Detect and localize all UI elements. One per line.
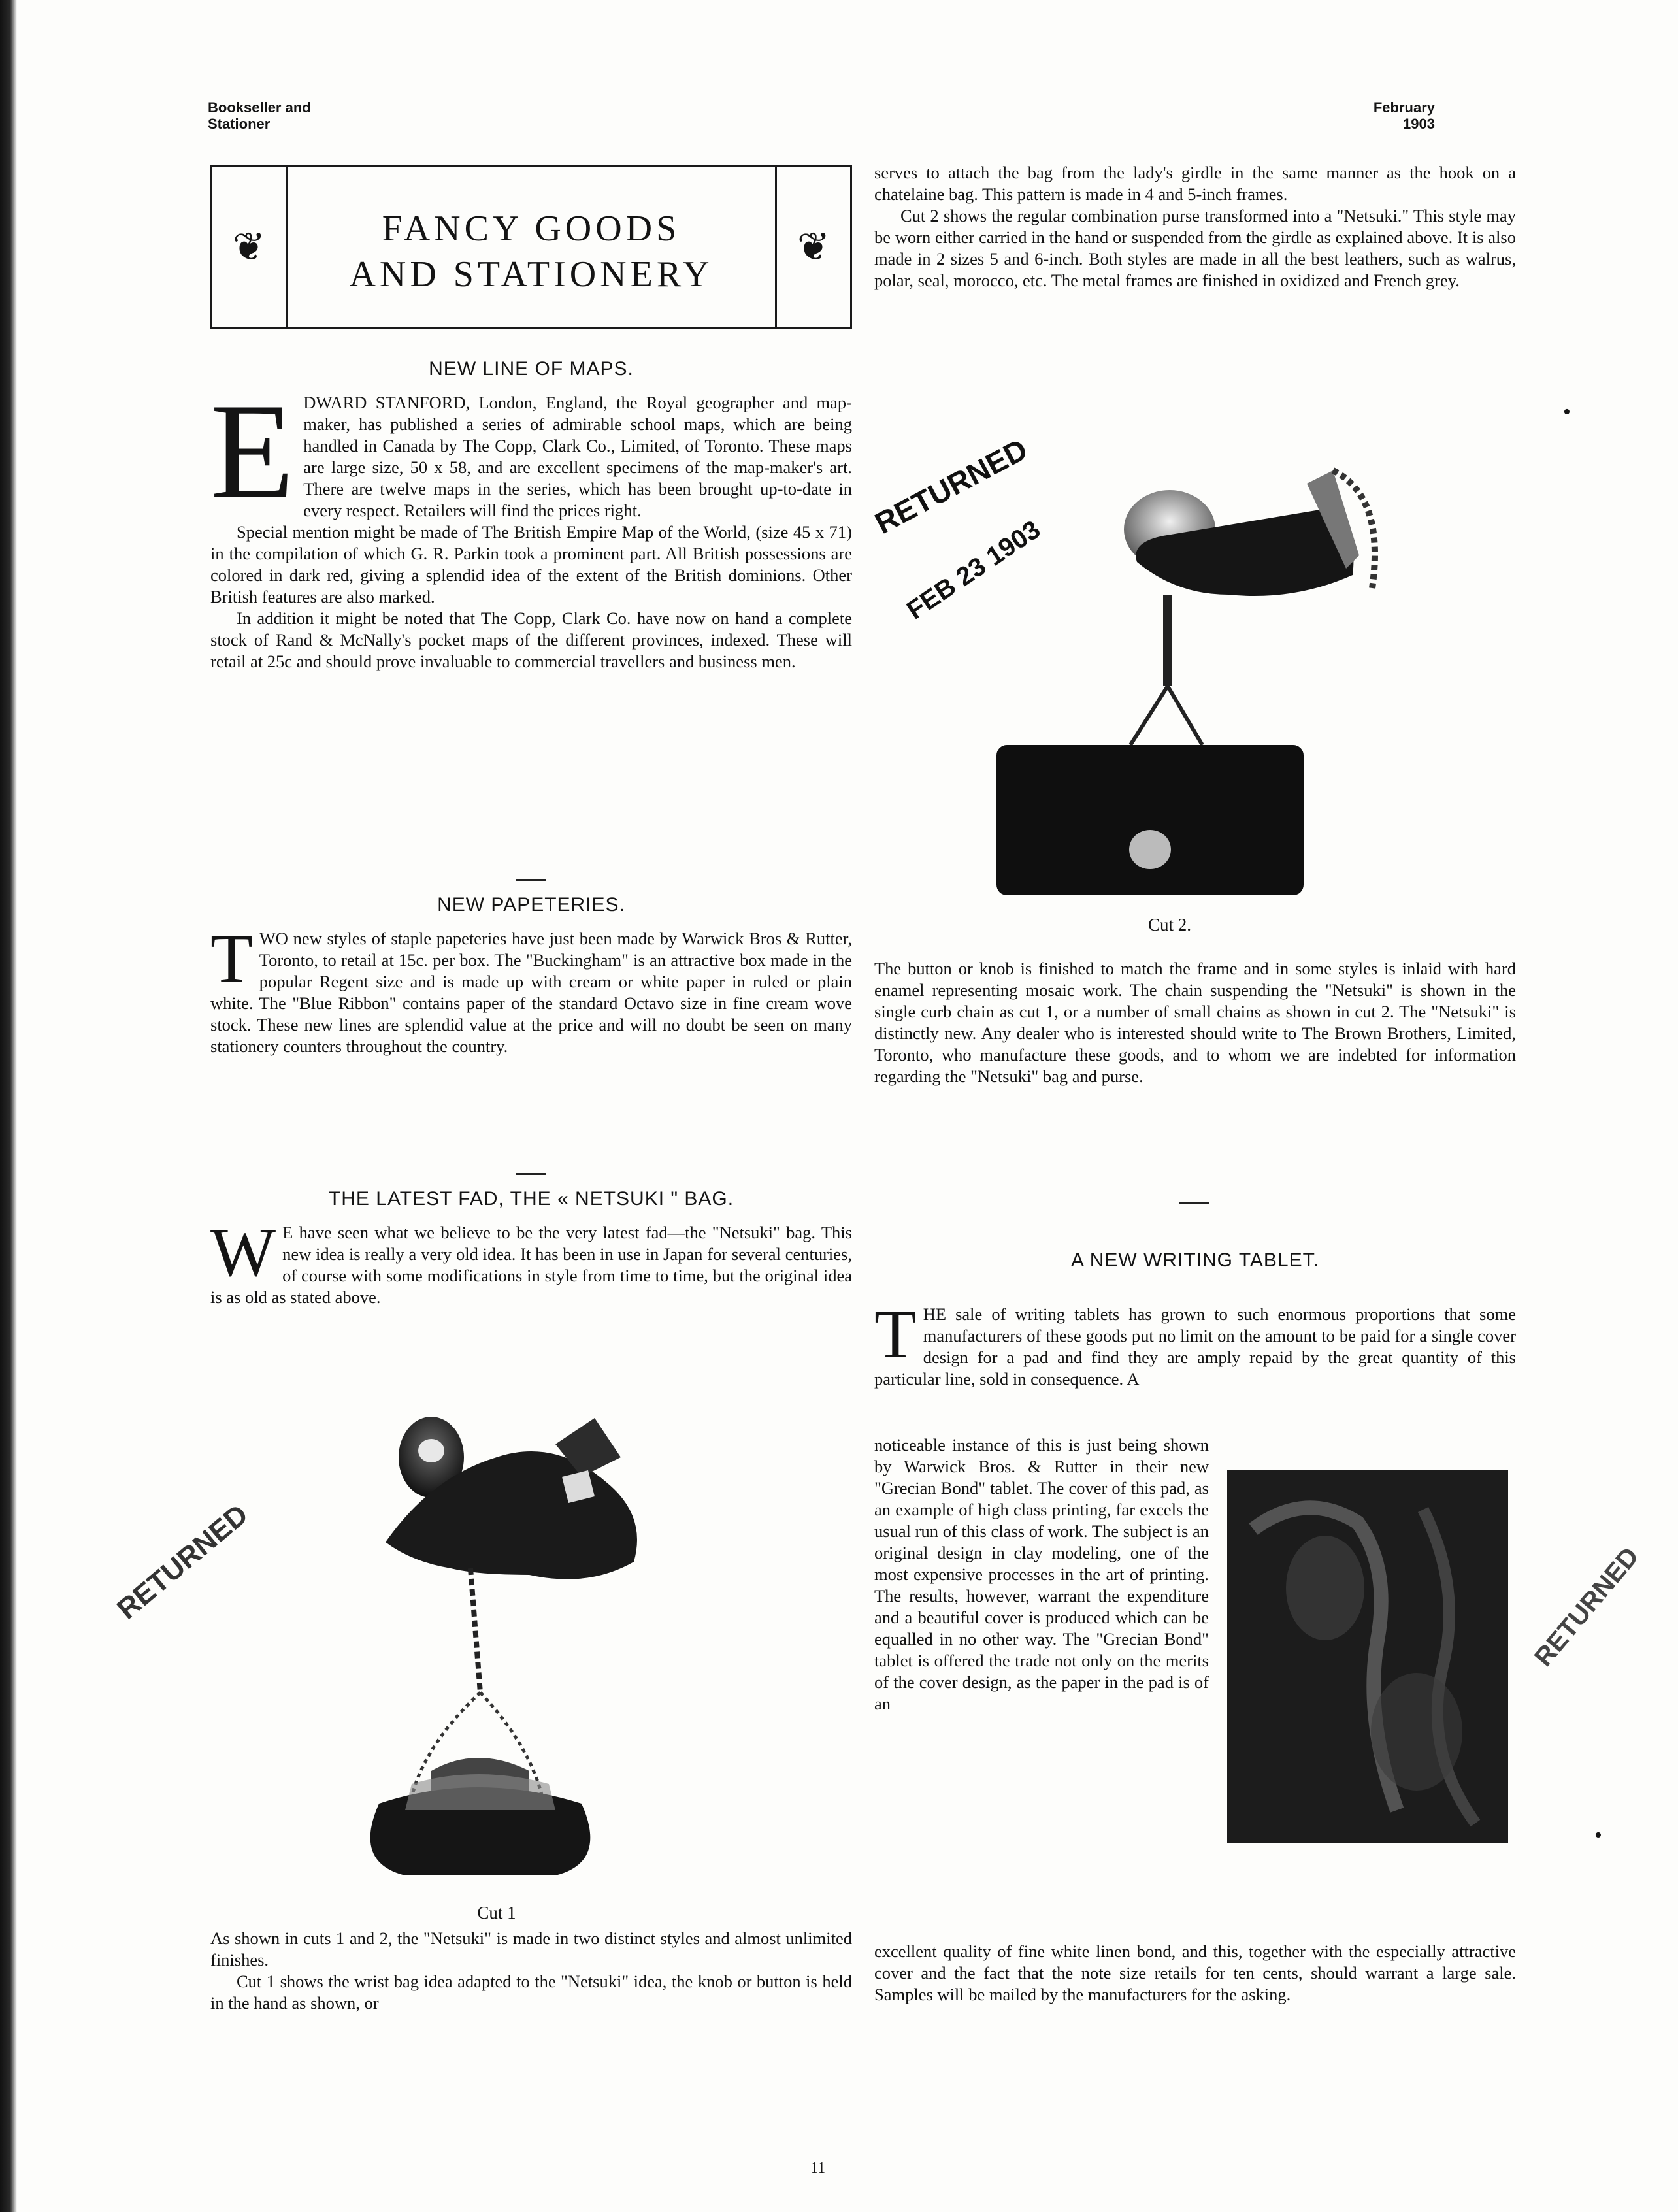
header-line: February (1373, 99, 1435, 116)
article-tablet-close (874, 1941, 1516, 2006)
article-netsuki-intro (210, 1214, 852, 1308)
article-netsuki-right (874, 162, 1516, 291)
section-title-box (210, 165, 852, 329)
small-chains (1163, 595, 1172, 686)
section-title-line: AND STATIONERY (349, 254, 714, 295)
figure-caption: Cut 1 (477, 1903, 516, 1923)
scan-binding-edge (0, 0, 17, 2212)
article-netsuki-conclusion (874, 958, 1516, 1087)
header-line: Stationer (208, 116, 271, 132)
paragraph: noticeable instance of this is just being shown by Warwick Bros. & Rutter in their new "Grecian Bond" tablet. The cover of this pad, as an example of high class printing, far excels the usual run of this class of work. The subject is an original design in clay modeling, one of the most expensive processes in the art of printing. The results, however, warrant the expenditure and a beautiful cover is produced which can be equalled in no other way. The "Grecian Bond" tablet is offered the trade not only on the merits of the cover design, as the paper in the pad is of an (874, 1435, 1209, 1713)
figure-caption: Cut 2. (1147, 915, 1191, 934)
section-divider (516, 1173, 546, 1175)
purse-clasp (1129, 830, 1171, 869)
article-netsuki-continued (210, 1928, 852, 2014)
article-tablet-narrow (874, 1434, 1209, 1715)
running-header-date (1374, 99, 1435, 132)
paragraph: excellent quality of fine white linen bond, and this, together with the especially attractive cover and the fact that the note size retails for ten cents, should warrant a large sale. Samples will be mailed by the manufacturers for the asking. (874, 1941, 1516, 2004)
drop-cap: E (210, 376, 295, 527)
drop-cap: T (874, 1296, 917, 1372)
paragraph: Special mention might be made of The British Empire Map of the World, (size 45 x 71) in the compilation of which G. R. Parkin took a prominent part. All British possessions are colored in dark red, giving a splendid idea of the extent of the British dominions. Other British features are also marked. (210, 522, 852, 606)
header-line: Bookseller and (208, 99, 311, 116)
paragraph: In addition it might be noted that The Copp, Clark Co. have now on hand a complete stock of Rand & McNally's pocket maps of the different provinces, indexed. These will retail at 25c and should prove invaluable to commercial travellers and business men. (210, 608, 852, 671)
margin-ink-mark: • (1594, 1823, 1602, 1847)
paragraph: WO new styles of staple papeteries have just been made by Warwick Bros & Rutter, Toronto, to retail at 15c. per box. The "Buckingham" is an attractive box made in the popular Regent size and is made up with cream or white paper in ruled or plain white. The "Blue Ribbon" contains paper of the standard Octavo size in fine cream wove stock. These new lines are splendid value at the price and will no doubt be seen on many stationery counters throughout the country. (210, 929, 852, 1056)
article-papeteries (210, 920, 852, 1057)
article-heading-tablet: A NEW WRITING TABLET. (1071, 1249, 1319, 1271)
paragraph: The button or knob is finished to match the frame and in some styles is inlaid with hard enamel representing mosaic work. The chain suspending the "Netsuki" is shown in the single curb chain as cut 1, or a number of small chains as shown in cut 2. The "Netsuki" is distinctly new. Any dealer who is interested should write to The Brown Brothers, Limited, Toronto, who manufacture these goods, and to whom we are indebted for information regarding the "Netsuki" bag and purse. (874, 959, 1516, 1086)
cut-2-illustration (967, 431, 1438, 902)
section-title-line: FANCY GOODS (382, 208, 681, 249)
returned-stamp-faded: RETURNED (111, 1498, 254, 1626)
knob-ornament (418, 1439, 444, 1462)
drop-cap: W (210, 1214, 276, 1291)
margin-ink-mark: • (1563, 400, 1571, 424)
article-heading-papeteries: NEW PAPETERIES. (437, 894, 625, 916)
article-heading-maps: NEW LINE OF MAPS. (429, 358, 634, 380)
ornament-panel-left (212, 167, 288, 327)
paragraph: DWARD STANFORD, London, England, the Royal geographer and map-maker, has published a series of admirable school maps, which are being handled in Canada by The Copp, Clark Co., Limited, of Toronto. These maps are large size, 50 x 58, and are excellent specimens of the map-maker's art. There are twelve maps in the series, which has been brought up-to-date in every respect. Retailers will find the prices right. (303, 393, 852, 520)
floral-ornament-icon: ❦ (797, 225, 831, 269)
ornament-panel-right (775, 167, 850, 327)
grecian-bond-tablet-cover-image (1227, 1470, 1508, 1843)
stamp-date: FEB 23 1903 (902, 515, 1046, 625)
page-number: 11 (810, 2160, 826, 2177)
floral-ornament-icon: ❦ (232, 225, 266, 269)
article-tablet-lead (874, 1296, 1516, 1390)
cut-1-illustration (281, 1379, 738, 1889)
section-divider (516, 879, 546, 881)
paragraph: HE sale of writing tablets has grown to such enormous proportions that some manufacturers of these goods put no limit on the amount to be paid for a single cover design for a pad and find they are amply repaid by the great quantity of this particular line, sold in consequence. A (874, 1304, 1516, 1389)
header-line: 1903 (1403, 116, 1435, 132)
paragraph: As shown in cuts 1 and 2, the "Netsuki" is made in two distinct styles and almost unlimited finishes. (210, 1928, 852, 1970)
curb-chain (470, 1568, 480, 1692)
running-header-publication (208, 99, 311, 132)
paragraph: Cut 2 shows the regular combination purse transformed into a "Netsuki." This style may be worn either carried in the hand or suspended from the girdle as explained above. It is also made in 2 sizes 5 and 6-inch. Both styles are made in all the best leathers, such as walrus, polar, seal, morocco, etc. The metal frames are finished in oxidized and French grey. (874, 206, 1516, 290)
paragraph: E have seen what we believe to be the very latest fad—the "Netsuki" bag. This new idea is really a very old idea. It has been in use in Japan for several centuries, of course with some modifications in style from time to time, but the original idea is as old as stated above. (210, 1223, 852, 1307)
section-title (286, 206, 777, 297)
section-divider (1179, 1202, 1209, 1204)
paragraph: Cut 1 shows the wrist bag idea adapted to the "Netsuki" idea, the knob or button is held in the hand as shown, or (210, 1972, 852, 2013)
article-maps (210, 376, 852, 672)
purse-body (996, 745, 1304, 895)
paragraph: serves to attach the bag from the lady's girdle in the same manner as the hook on a chatelaine bag. This pattern is made in 4 and 5-inch frames. (874, 163, 1516, 204)
returned-stamp: RETURNED (869, 431, 1033, 540)
article-heading-netsuki: THE LATEST FAD, THE « NETSUKI " BAG. (328, 1188, 734, 1210)
returned-stamp-faded: RETURNED (1529, 1542, 1645, 1672)
drop-cap: T (210, 920, 253, 997)
